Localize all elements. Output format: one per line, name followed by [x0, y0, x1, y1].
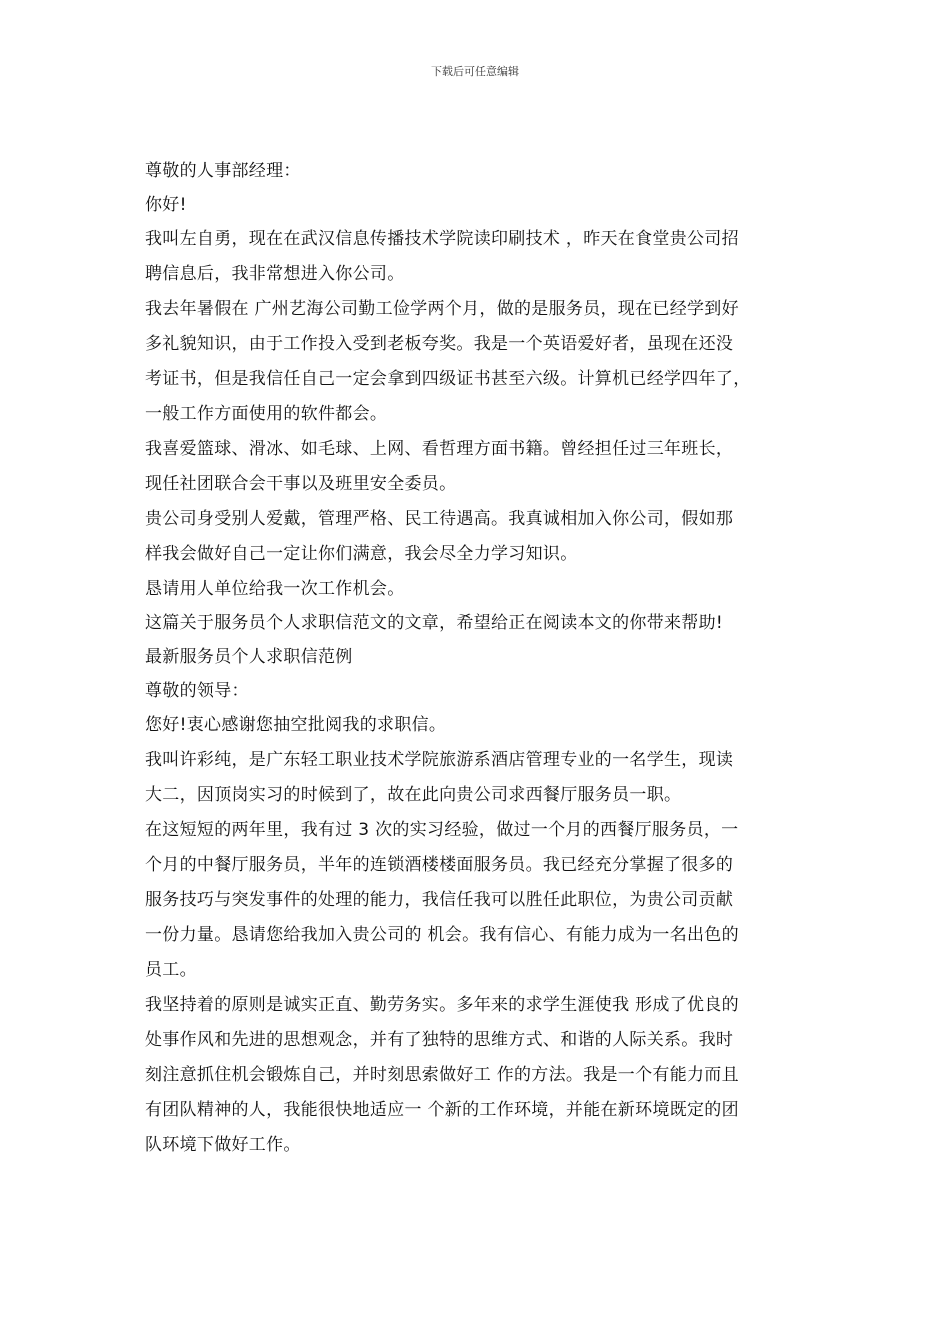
text-line: 有团队精神的人，我能很快地适应一 个新的工作环境，并能在新环境既定的团 — [145, 1100, 739, 1120]
text-line: 我去年暑假在 广州艺海公司勤工俭学两个月，做的是服务员，现在已经学到好 — [145, 299, 739, 319]
text-line: 处事作风和先进的思想观念，并有了独特的思维方式、和谐的人际关系。我时 — [145, 1030, 734, 1050]
text-line: 个月的中餐厅服务员，半年的连锁酒楼楼面服务员。我已经充分掌握了很多的 — [145, 855, 734, 875]
text-line: 一般工作方面使用的软件都会。 — [145, 404, 388, 424]
text-line: 员工。 — [145, 960, 197, 980]
text-line: 队环境下做好工作。 — [145, 1135, 301, 1155]
text-line: 最新服务员个人求职信范例 — [145, 647, 353, 667]
text-line: 我叫许彩纯，是广东轻工职业技术学院旅游系酒店管理专业的一名学生，现读 — [145, 750, 734, 770]
text-line: 一份力量。恳请您给我加入贵公司的 机会。我有信心、有能力成为一名出色的 — [145, 925, 739, 945]
text-line: 你好! — [145, 195, 187, 215]
text-line: 我叫左自勇，现在在武汉信息传播技术学院读印刷技术 ，昨天在食堂贵公司招 — [145, 229, 739, 249]
text-line: 我喜爱篮球、滑冰、如毛球、上网、看哲理方面书籍。曾经担任过三年班长， — [145, 439, 734, 459]
text-line: 现任社团联合会干事以及班里安全委员。 — [145, 474, 457, 494]
text-line: 您好!衷心感谢您抽空批阅我的求职信。 — [145, 715, 447, 735]
text-line: 聘信息后，我非常想进入你公司。 — [145, 264, 405, 284]
text-line: 多礼貌知识，由于工作投入受到老板夸奖。我是一个英语爱好者，虽现在还没 — [145, 334, 734, 354]
text-line: 在这短短的两年里，我有过 3 次的实习经验，做过一个月的西餐厅服务员，一 — [145, 820, 739, 840]
text-line: 刻注意抓住机会锻炼自己，并时刻思索做好工 作的方法。我是一个有能力而且 — [145, 1065, 739, 1085]
text-line: 贵公司身受别人爱戴，管理严格、民工待遇高。我真诚相加入你公司，假如那 — [145, 509, 734, 529]
text-line: 我坚持着的原则是诚实正直、勤劳务实。多年来的求学生涯使我 形成了优良的 — [145, 995, 739, 1015]
text-line: 大二，因顶岗实习的时候到了，故在此向贵公司求西餐厅服务员一职。 — [145, 785, 682, 805]
text-line: 尊敬的人事部经理： — [145, 161, 301, 181]
text-line: 尊敬的领导： — [145, 681, 249, 701]
text-line: 样我会做好自己一定让你们满意，我会尽全力学习知识。 — [145, 544, 578, 564]
text-line: 服务技巧与突发事件的处理的能力，我信任我可以胜任此职位，为贵公司贡献 — [145, 890, 734, 910]
letter-body — [145, 154, 825, 1163]
text-line: 这篇关于服务员个人求职信范文的文章，希望给正在阅读本文的你带来帮助! — [145, 613, 724, 633]
page-header: 下载后可任意编辑 — [431, 65, 519, 78]
text-line: 恳请用人单位给我一次工作机会。 — [145, 579, 405, 599]
text-line: 考证书，但是我信任自己一定会拿到四级证书甚至六级。计算机已经学四年了， — [145, 369, 751, 389]
